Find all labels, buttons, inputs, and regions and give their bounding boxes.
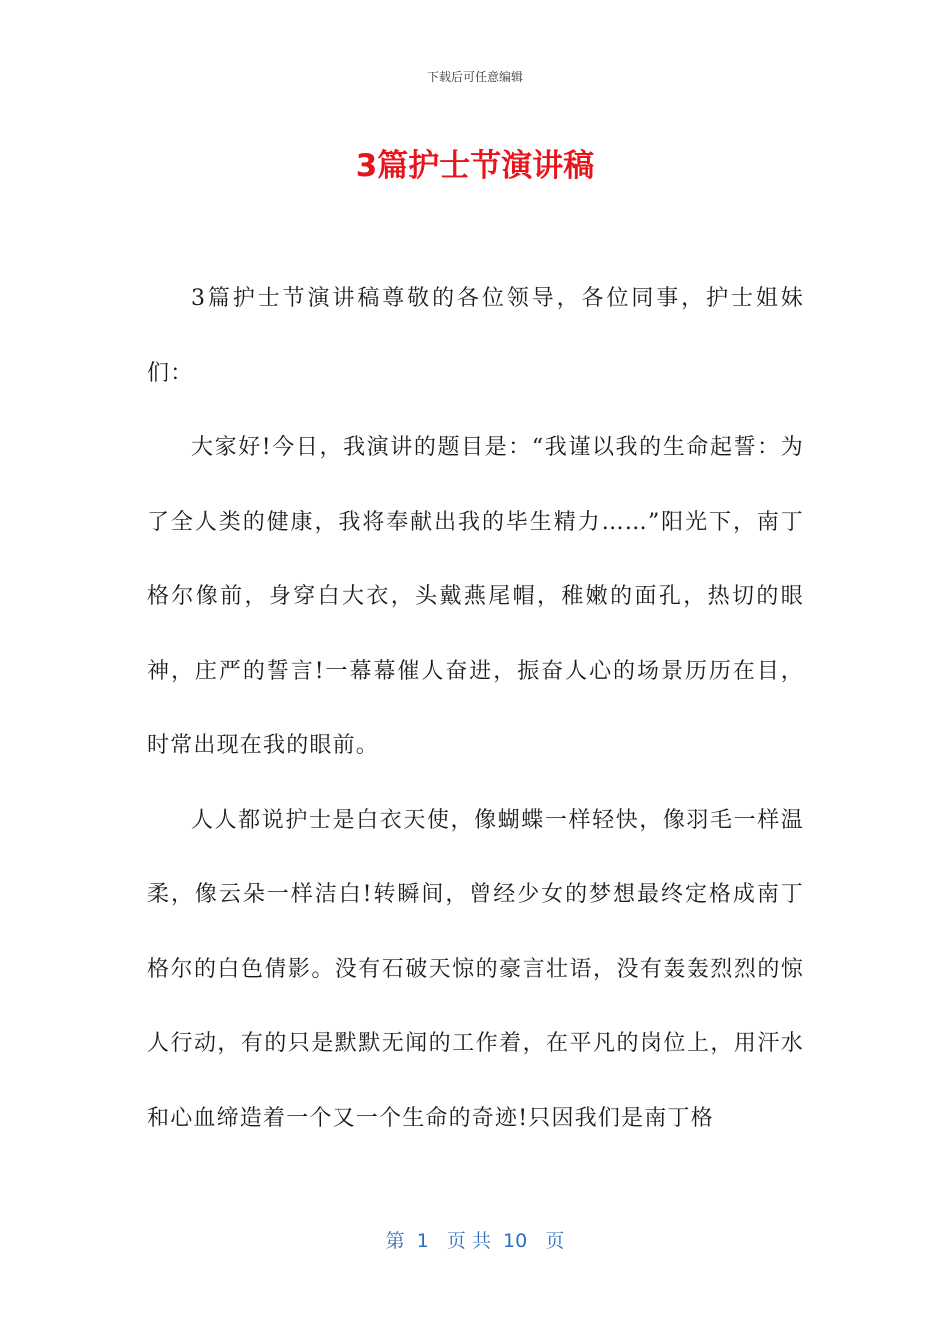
paragraph-intro: 大家好!今日，我演讲的题目是：“我谨以我的生命起誓：为了全人类的健康，我将奉献出我的毕生精力……”阳光下，南丁格尔像前，身穿白大衣，头戴燕尾帽，稚嫩的面孔，热切的眼神，庄严的誓言!一幕幕催人奋进，振奋人心的场景历历在目，时常出现在我的眼前。 bbox=[147, 435, 804, 758]
document-title: 3篇护士节演讲稿 bbox=[355, 148, 595, 184]
paragraph-greeting: 3篇护士节演讲稿尊敬的各位领导，各位同事，护士姐妹们： bbox=[147, 286, 804, 386]
paragraph-angels: 人人都说护士是白衣天使，像蝴蝶一样轻快，像羽毛一样温柔，像云朵一样洁白!转瞬间，曾经少女的梦想最终定格成南丁格尔的白色倩影。没有石破天惊的豪言壮语，没有轰轰烈烈的惊人行动，有的只是默默无闻的工作着，在平凡的岗位上，用汗水和心血缔造着一个又一个生命的奇迹!只因我们是南丁格 bbox=[147, 807, 804, 1131]
header-note: 下载后可任意编辑 bbox=[426, 70, 523, 84]
document-body bbox=[147, 262, 804, 1156]
page-number-footer: 第 1 页 共 10 页 bbox=[385, 1230, 565, 1252]
